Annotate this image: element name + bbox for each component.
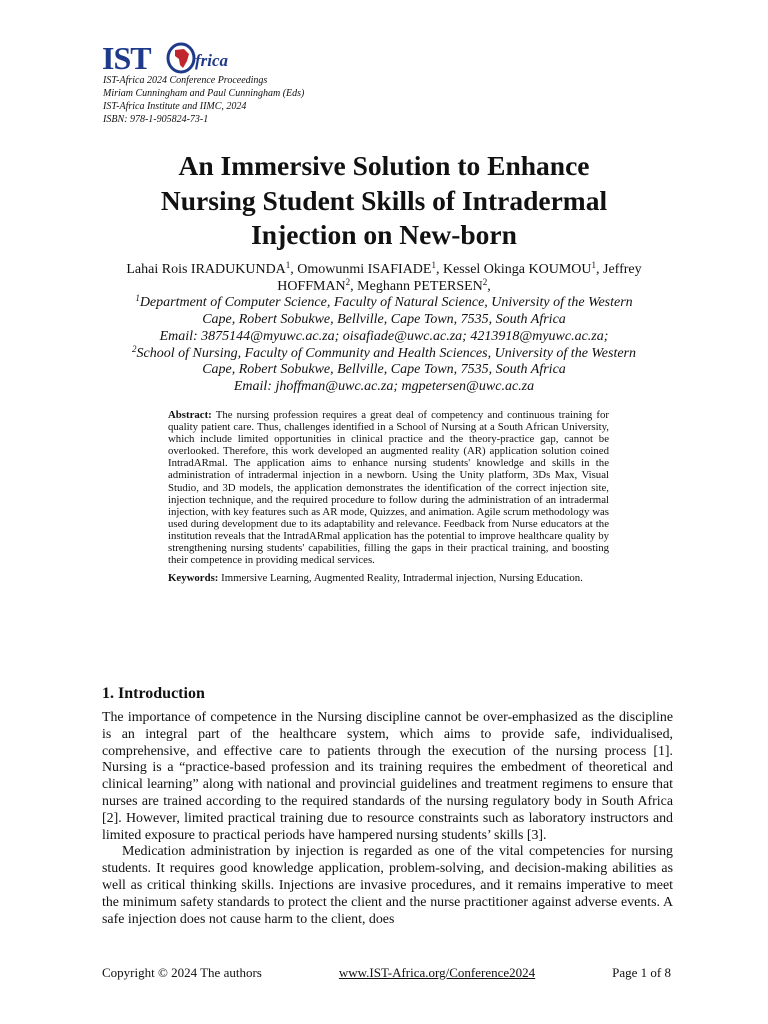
keywords-paragraph: [168, 572, 609, 584]
title-line: Injection on New-born: [251, 219, 517, 250]
affiliation-sup: 2: [482, 276, 488, 287]
affiliation-email: Email: 3875144@myuwc.ac.za; oisafiade@uwc.ac.za; 4213918@myuwc.ac.za;: [159, 328, 609, 344]
title-line: Nursing Student Skills of Intradermal: [160, 184, 608, 216]
ist-africa-logo-icon: [102, 41, 242, 75]
affiliation-sup: 2: [345, 276, 351, 287]
paper-title: [80, 149, 688, 253]
ist-africa-logo: [102, 41, 242, 75]
affiliation-email: Email: jhoffman@uwc.ac.za; mgpetersen@uwc.ac.za: [233, 378, 535, 394]
author-name: Lahai Rois IRADUKUNDA: [126, 262, 286, 277]
conference-link[interactable]: www.IST-Africa.org/Conference2024: [338, 965, 536, 980]
publisher-line: IST-Africa Institute and IIMC, 2024: [103, 101, 247, 112]
abstract-text: The nursing profession requires a great deal of competency and continuous training for quality patient care. Thus, challenges identified in a School of Nursing at a South African University, which include limited opportunities in clinical practice and the theory-practice gap, cannot be overlooked. Therefore, this work developed an augmented reality (AR) application solution coined IntradARmal. The application aims to enhance nursing students' knowledge and skills in the administration of intradermal injection in a newborn. Using the Unity platform, 3Ds Max, Visual Studio, and 3D models, the application demonstrates the identification of the correct injection site, injection technique, and the required procedure to follow during the administration of an intradermal injection, with key features such as AR mode, Quizzes, and animation. Agile scrum methodology was used during development due to its adaptability and relevance. Feedback from Nurse educators at the institution reveals that the IntradARmal application has the potential to improve healthcare quality by strengthening nursing students' capabilities, filling the gaps in their practical training, and boosting their competence in providing medical services.: [168, 409, 609, 567]
affiliation-1: $^1$Department of Computer Science, Faculty of Natural Science, University of the Western: [135, 293, 633, 311]
svg-text:frica: frica: [195, 51, 229, 70]
abstract: [168, 409, 609, 584]
author-name: Omowunmi ISAFIADE: [297, 262, 432, 277]
affiliation-2: $^2$School of Nursing, Faculty of Community and Health Sciences, University of the Western: [131, 343, 636, 361]
affiliation-sup: 1: [431, 260, 436, 270]
author-line: HOFFMAN$^2$, Meghann PETERSEN$^2$,: [277, 276, 491, 294]
page-footer: [102, 965, 671, 981]
body-paragraph: Medication administration by injection is regarded as one of the vital competencies for nursing students. It requires good knowledge application, problem-solving, and decision-making abilities as well as critical thinking skills. Injections are invasive procedures, and it remains imperative to meet the minimum safety standards to protect the client and the nurse practitioner against adverse events. A safe injection does not cause harm to the client, does: [102, 844, 673, 927]
affiliation-sup: 1: [285, 260, 291, 270]
author-name: HOFFMAN: [277, 278, 346, 294]
author-block: [84, 262, 684, 396]
affiliation-address: Cape, Robert Sobukwe, Bellville, Cape Town, 7535, South Africa: [202, 312, 566, 328]
author-line: Lahai Rois IRADUKUNDA$^1$, Omowunmi ISAFIADE$^1$, Kessel Okinga KOUMOU$^1$, Jeffrey: [126, 260, 642, 277]
section-heading: 1. Introduction: [102, 685, 205, 702]
keywords-label: Keywords:: [168, 572, 219, 585]
affiliation-address: Cape, Robert Sobukwe, Bellville, Cape Town, 7535, South Africa: [202, 362, 566, 378]
svg-text:IST: IST: [102, 41, 151, 75]
body-paragraph: The importance of competence in the Nursing discipline cannot be over-emphasized as the discipline is an integral part of the healthcare system, which aims to provide safe, individualised, comprehensive, and effective care to patients through the execution of the nursing process [1]. Nursing is a “practice-based profession and its training requires the embedment of theoretical and clinical learning” along with national and provincial guidelines and treatment regimens to ensure that nurses are trained according to the required standards of the nursing regulatory body in South Africa [2]. However, limited practical training due to resource constraints such as laboratory instructors and limited exposure to practical periods have hampered nursing students’ skills [3].: [102, 710, 673, 843]
page-number: Page 1 of 8: [612, 965, 671, 980]
affiliation-sup: 1: [591, 260, 597, 270]
author-name: Meghann PETERSEN: [357, 278, 483, 294]
editors-line: Miriam Cunningham and Paul Cunningham (Eds): [103, 88, 305, 99]
copyright-text: Copyright © 2024 The authors: [102, 965, 262, 980]
affiliation-sup: 1: [135, 293, 140, 304]
isbn-line: ISBN: 978-1-905824-73-1: [103, 114, 209, 125]
conference-line: IST-Africa 2024 Conference Proceedings: [103, 75, 268, 86]
abstract-paragraph: [168, 409, 609, 566]
title-line: An Immersive Solution to Enhance: [178, 150, 590, 181]
affiliation-sup: 2: [131, 343, 137, 354]
conference-info: [103, 74, 304, 126]
author-name: Kessel Okinga KOUMOU: [442, 262, 592, 277]
author-name: Jeffrey: [603, 262, 642, 277]
keywords-text: Immersive Learning, Augmented Reality, Intradermal injection, Nursing Education.: [221, 572, 583, 585]
section-body: [102, 710, 673, 928]
abstract-label: Abstract:: [168, 409, 212, 421]
